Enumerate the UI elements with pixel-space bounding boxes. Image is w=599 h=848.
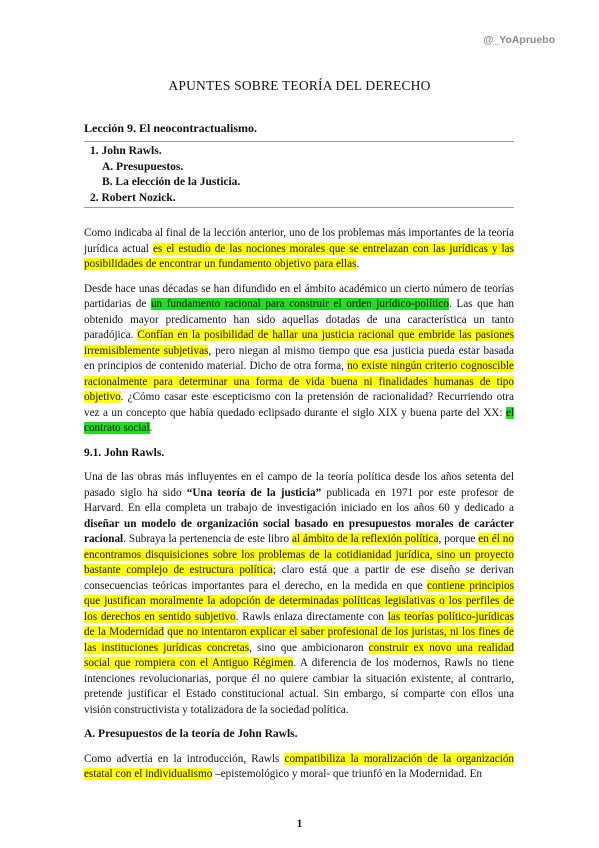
page-title: APUNTES SOBRE TEORÍA DEL DERECHO: [168, 78, 431, 93]
highlight-yellow: que no intentaron explicar el saber profesional de los juristas, ni los fines de las instituciones jurídicas concretas: [84, 626, 514, 654]
text: .: [149, 422, 153, 434]
highlight-yellow: contiene principios que justifican moralmente la adopción de determinadas políticas legislativas o los perfiles de los derechos en sentido subjetivo: [84, 579, 515, 623]
paragraph-1: [84, 226, 514, 273]
text: . A diferencia de los modernos, Rawls no tiene intenciones revolucionarias, porque él no quiere cambiar la situación existente, al contrario, pretende justificar el Estado constitucional actual. Sin embargo, sí comparte con ellos una visión constructivista y totalizadora de la sociedad política.: [84, 657, 514, 716]
bold-text: diseñar un modelo de organización social basado en presupuestos morales de carácter racional: [84, 517, 514, 545]
highlight-green: el contrato social: [84, 406, 514, 434]
toc-item: 1. John Rawls.: [90, 145, 162, 157]
page-number: 1: [296, 818, 303, 830]
text: Como indicaba al final de la lección anterior, uno de los problemas más importantes de la teoría jurídica actual: [84, 227, 514, 255]
highlight-yellow: al ámbito de la reflexión política: [292, 533, 439, 545]
paragraph-2: [84, 282, 514, 437]
text: , porque: [438, 533, 479, 545]
highlight-yellow: construir ex novo una realidad social que rompiera con el Antiguo Régimen: [84, 641, 515, 669]
text: publicada en 1971 por este profesor de Harvard. En ella completa un trabajo de investigación iniciado en los años 60 y dedicado a: [84, 486, 514, 514]
paragraph-4: [84, 752, 514, 783]
toc-item: 2. Robert Nozick.: [90, 191, 176, 204]
table-of-contents: [84, 141, 514, 208]
text: . Subraya la pertenencia de este libro: [123, 533, 292, 545]
highlight-yellow: en él no encontramos disquisiciones sobre los problemas de la cotidianidad jurídica, sino un proyecto bastante complejo de estructura política: [84, 533, 514, 576]
highlight-yellow: compatibiliza la moralización de la organización estatal con el individualismo: [84, 752, 515, 780]
text: . Rawls enlaza directamente con: [235, 610, 388, 623]
highlight-yellow: es el estudio de las nociones morales que se entrelazan con las jurídicas y las posibilidades de encontrar un fundamento objetivo para ellas: [84, 242, 514, 270]
text: .: [356, 258, 360, 270]
highlight-yellow: Confían en la posibilidad de hallar una justicia racional que embride las pasiones irremisiblemente subjetivas: [84, 329, 514, 357]
paragraph-3: [84, 470, 514, 718]
text: –epistemológico y moral- que triunfó en la Modernidad. En: [212, 768, 483, 780]
section-heading: 9.1. John Rawls.: [84, 446, 165, 459]
text: Una de las obras más influyentes en el campo de la teoría política desde los años setenta del pasado siglo ha sido: [84, 471, 514, 499]
text: ; claro está que a partir de ese diseño se derivan consecuencias teóricas importantes para el derecho, en la medida en que: [84, 564, 514, 592]
toc-item: A. Presupuestos.: [102, 160, 184, 173]
toc-item: B. La elección de la Justicia.: [102, 176, 241, 188]
body-text: [84, 226, 514, 783]
highlight-yellow: no existe ningún criterio cognoscible racionalmente para determinar una forma de vida buena ni finalidades humanas de tipo objetivo: [84, 360, 514, 403]
text: . Las que han obtenido mayor predicamento han sido aquellas dotadas de una característica un tanto paradójica.: [84, 298, 514, 341]
text: , pero niegan al mismo tiempo que esa justicia pueda estar basada en principios de contenido material. Dicho de otra forma,: [84, 344, 514, 372]
highlight-yellow: las teorías político-jurídicas de la Modernidad: [84, 610, 514, 638]
text: Como advertía en la introducción, Rawls: [84, 752, 285, 765]
text: Desde hace unas décadas se han difundido en el ámbito académico un cierto número de teorías partidarias de: [84, 282, 514, 310]
watermark: @_YoApruebo: [483, 34, 555, 46]
section-heading: A. Presupuestos de la teoría de John Rawls.: [84, 728, 298, 740]
highlight-green: un fundamento racional para construir el orden jurídico-político: [150, 298, 449, 310]
book-title: “Una teoría de la justicia”: [186, 486, 322, 499]
text: . ¿Cómo casar este escepticismo con la pretensión de racionalidad? Recurriendo otra vez a un concepto que había quedado eclipsado durante el siglo XIX y buena parte del XX:: [84, 391, 514, 419]
text: , sino que ambicionaron: [249, 641, 369, 654]
lesson-heading: Lección 9. El neocontractualismo.: [84, 121, 257, 135]
